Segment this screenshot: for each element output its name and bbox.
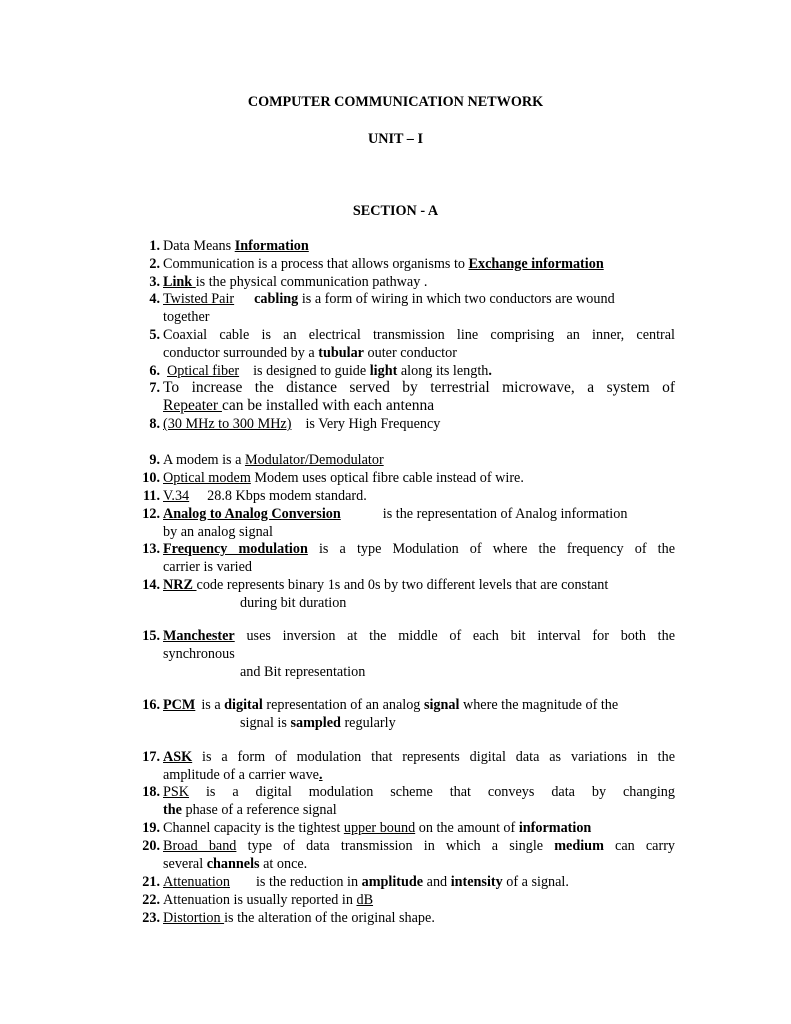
item-answer: Exchange information bbox=[468, 256, 604, 272]
item-number: 5. bbox=[149, 327, 160, 343]
item-number: 7. bbox=[149, 380, 160, 396]
item-text: To increase the distance served by terrestrial microwave, a system of bbox=[163, 379, 675, 396]
item-punct: . bbox=[318, 767, 323, 783]
item-keyword: channels bbox=[206, 856, 260, 872]
item-text: is a form of modulation that represents digital data as variations in the bbox=[192, 749, 675, 765]
item-text: Channel capacity is the tightest bbox=[163, 820, 344, 836]
item-text: is the alteration of the original shape. bbox=[224, 910, 435, 926]
item-text-continued: together bbox=[163, 309, 210, 325]
item-answer: Analog to Analog Conversion bbox=[163, 506, 341, 522]
item-number: 6. bbox=[149, 363, 160, 379]
item-answer: Optical fiber bbox=[167, 363, 240, 379]
item-text-continued: by an analog signal bbox=[163, 524, 273, 540]
item-text: Attenuation is usually reported in bbox=[163, 892, 357, 908]
item-text: 28.8 Kbps modem standard. bbox=[207, 488, 367, 504]
item-number: 9. bbox=[149, 452, 160, 468]
item-text: is designed to guide bbox=[253, 363, 370, 379]
item-answer: V.34 bbox=[163, 488, 190, 504]
item-text: uses inversion at the middle of each bit interval for both the bbox=[246, 628, 676, 644]
item-answer: Attenuation bbox=[163, 874, 230, 890]
item-number: 23. bbox=[142, 910, 160, 926]
document-title: COMPUTER COMMUNICATION NETWORK bbox=[247, 94, 544, 110]
item-text: Communication is a process that allows organisms to bbox=[163, 256, 469, 272]
item-text: is a digital modulation scheme that conveys data by changing bbox=[189, 784, 675, 800]
item-answer: upper bound bbox=[343, 820, 416, 836]
item-text: can carry bbox=[603, 838, 676, 854]
item-text: is the reduction in bbox=[255, 874, 362, 890]
item-text: of a signal. bbox=[502, 874, 569, 890]
item-answer: Twisted Pair bbox=[163, 291, 235, 307]
item-answer: Information bbox=[234, 238, 309, 254]
item-text-continued: signal is bbox=[240, 715, 291, 731]
item-number: 18. bbox=[142, 784, 160, 800]
item-text: is a form of wiring in which two conductors are wound bbox=[298, 291, 615, 307]
item-keyword: tubular bbox=[318, 345, 364, 361]
item-keyword: signal bbox=[423, 697, 460, 713]
item-text-continued: outer conductor bbox=[363, 345, 457, 361]
item-answer: Link bbox=[163, 274, 196, 290]
item-number: 20. bbox=[142, 838, 160, 854]
item-number: 4. bbox=[149, 291, 160, 307]
item-keyword: light bbox=[369, 363, 398, 379]
item-number: 15. bbox=[142, 628, 160, 644]
item-answer: PCM bbox=[163, 697, 196, 713]
item-text: A modem is a bbox=[163, 452, 245, 468]
unit-heading: UNIT – I bbox=[368, 131, 423, 147]
item-answer: ASK bbox=[163, 749, 193, 765]
item-text: along its length bbox=[397, 363, 489, 379]
item-number: 21. bbox=[142, 874, 160, 890]
item-text-continued: amplitude of a carrier wave bbox=[163, 767, 319, 783]
item-text-continued: during bit duration bbox=[240, 595, 347, 611]
item-answer: Repeater bbox=[163, 397, 222, 414]
item-answer: Coaxial cable bbox=[163, 327, 250, 343]
item-number: 11. bbox=[143, 488, 160, 504]
item-number: 3. bbox=[149, 274, 160, 290]
item-number: 16. bbox=[142, 697, 160, 713]
item-number: 1. bbox=[149, 238, 160, 254]
item-text: is the physical communication pathway . bbox=[195, 274, 428, 290]
item-keyword: the bbox=[163, 802, 182, 818]
item-text: is the representation of Analog information bbox=[382, 506, 628, 522]
item-number: 14. bbox=[142, 577, 160, 593]
item-keyword: information bbox=[518, 820, 592, 836]
item-answer: dB bbox=[356, 892, 374, 908]
item-text-continued: regularly bbox=[340, 715, 396, 731]
item-keyword: digital bbox=[224, 697, 263, 713]
item-number: 8. bbox=[149, 416, 160, 432]
item-text-continued: and Bit representation bbox=[240, 664, 366, 680]
item-answer: (30 MHz to 300 MHz) bbox=[163, 416, 292, 432]
item-text-continued: carrier is varied bbox=[163, 559, 253, 575]
item-text: on the amount of bbox=[415, 820, 519, 836]
item-keyword: sampled bbox=[290, 715, 341, 731]
item-text: is a type Modulation of where the frequency of the bbox=[307, 541, 675, 557]
item-number: 2. bbox=[149, 256, 160, 272]
item-text: is an electrical transmission line comprising an inner, central bbox=[261, 327, 675, 343]
item-text: representation of an analog bbox=[262, 697, 424, 713]
item-text-continued: can be installed with each antenna bbox=[221, 397, 435, 414]
item-answer: Optical modem bbox=[163, 470, 251, 486]
item-text-continued: conductor surrounded by a bbox=[163, 345, 319, 361]
item-answer: Distortion bbox=[163, 910, 225, 926]
item-keyword: cabling bbox=[254, 291, 299, 307]
item-text: is Very High Frequency bbox=[305, 416, 441, 432]
item-text: is a bbox=[201, 697, 225, 713]
item-number: 13. bbox=[142, 541, 160, 557]
item-number: 17. bbox=[142, 749, 160, 765]
item-answer: NRZ bbox=[163, 577, 197, 593]
item-text: Modem uses optical fibre cable instead of wire. bbox=[250, 470, 524, 486]
item-text: where the magnitude of the bbox=[459, 697, 619, 713]
item-text: and bbox=[423, 874, 451, 890]
item-answer: PSK bbox=[163, 784, 190, 800]
item-punct: . bbox=[488, 363, 492, 379]
item-text: code represents binary 1s and 0s by two different levels that are constant bbox=[196, 577, 609, 593]
item-text-continued: several bbox=[163, 856, 207, 872]
item-number: 19. bbox=[142, 820, 160, 836]
item-answer: Broad band bbox=[163, 838, 237, 854]
item-answer: Frequency modulation bbox=[163, 541, 308, 557]
item-text-continued: synchronous bbox=[163, 646, 235, 662]
item-number: 22. bbox=[142, 892, 160, 908]
item-text-continued: phase of a reference signal bbox=[181, 802, 337, 818]
item-answer: Manchester bbox=[163, 628, 235, 644]
item-keyword: intensity bbox=[450, 874, 503, 890]
item-answer: Modulator/Demodulator bbox=[244, 452, 384, 468]
section-heading: SECTION - A bbox=[352, 203, 439, 219]
item-text-continued: at once. bbox=[259, 856, 308, 872]
item-number: 10. bbox=[142, 470, 160, 486]
item-text: Data Means bbox=[163, 238, 235, 254]
item-keyword: amplitude bbox=[361, 874, 424, 890]
item-number: 12. bbox=[142, 506, 160, 522]
item-text: type of data transmission in which a single bbox=[247, 838, 555, 854]
item-keyword: medium bbox=[554, 838, 604, 854]
